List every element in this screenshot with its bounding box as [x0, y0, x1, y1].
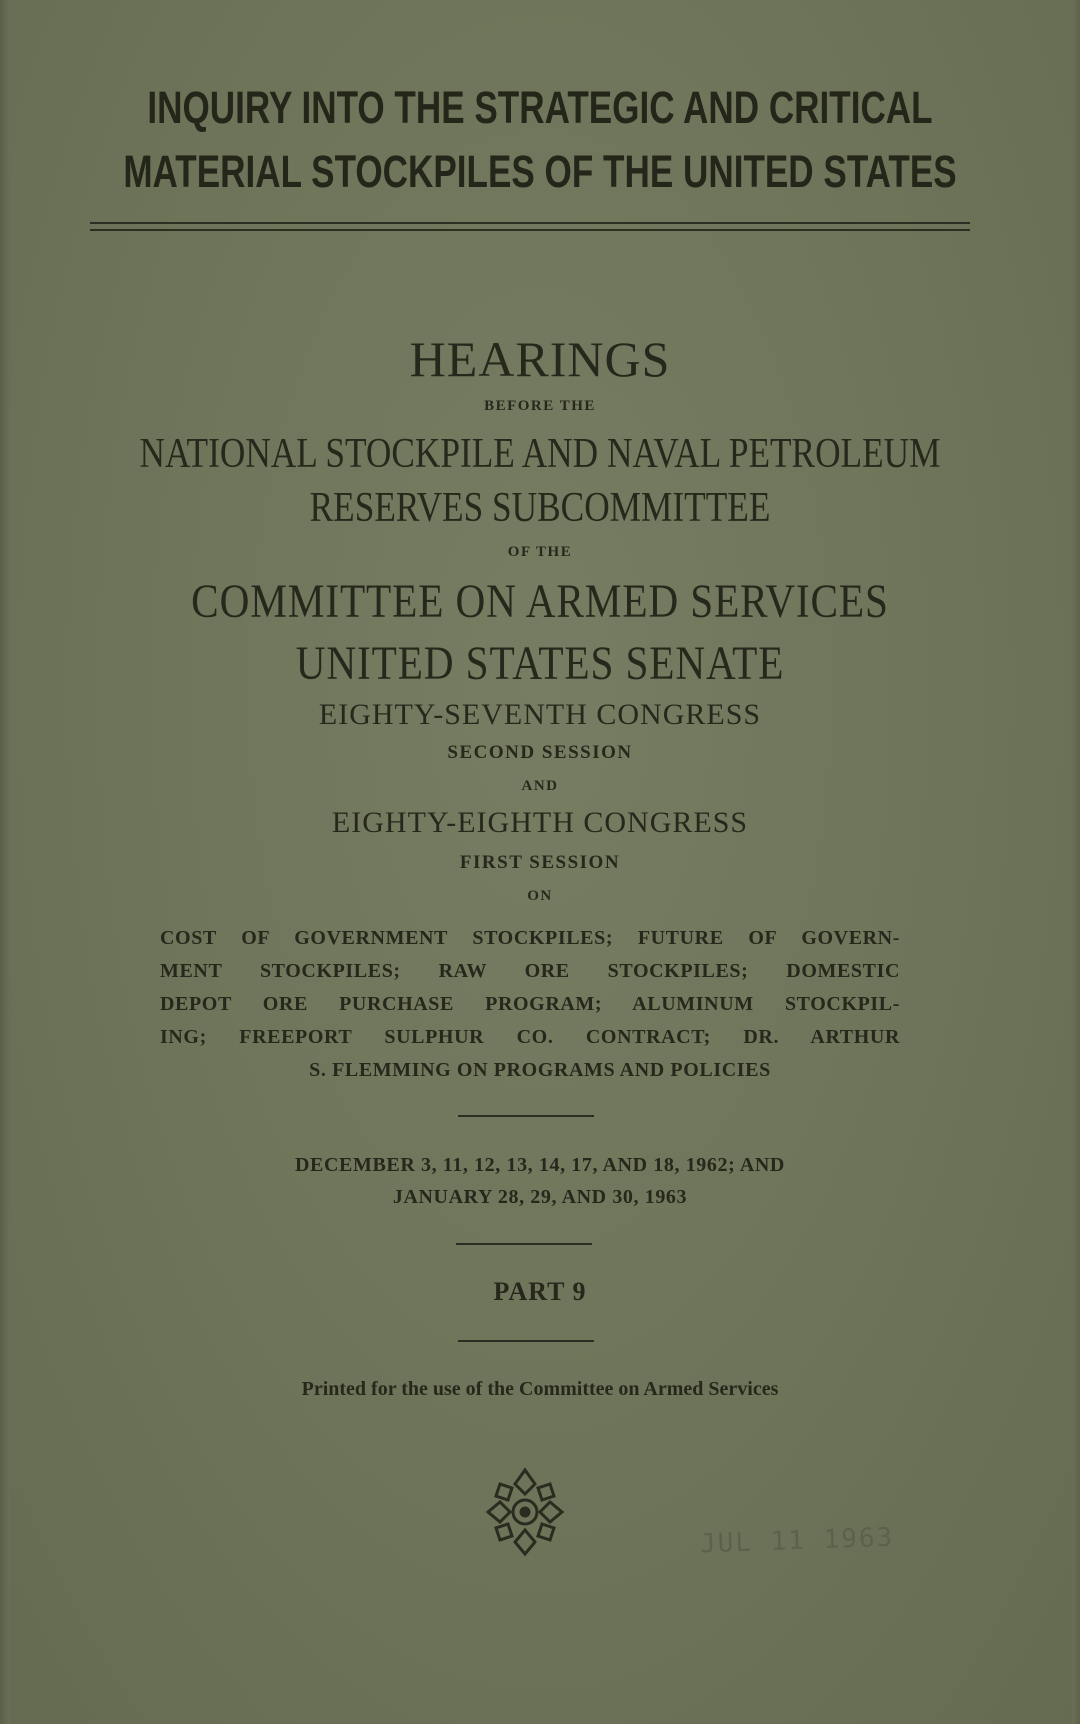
printed-for-note: Printed for the use of the Committee on Armed Services [301, 1378, 779, 1400]
subcommittee-line-1: NATIONAL STOCKPILE AND NAVAL PETROLEUM [139, 431, 941, 477]
part-number: PART 9 [493, 1277, 587, 1306]
gpo-seal-icon [480, 1464, 570, 1560]
session-first: FIRST SESSION [459, 852, 621, 873]
received-date-stamp: JUL 11 1963 [699, 1522, 895, 1560]
topics-line-3: DEPOT ORE PURCHASE PROGRAM; ALUMINUM STOCKPIL- [160, 993, 900, 1015]
rule-after-dates [456, 1243, 592, 1245]
session-second: SECOND SESSION [447, 742, 633, 763]
topics-line-5: S. FLEMMING ON PROGRAMS AND POLICIES [309, 1059, 771, 1081]
before-the: BEFORE THE [484, 398, 596, 414]
title-line-1: INQUIRY INTO THE STRATEGIC AND CRITICAL [147, 82, 933, 133]
rule-after-topics [458, 1115, 594, 1117]
topics-line-1: COST OF GOVERNMENT STOCKPILES; FUTURE OF GOVERN- [160, 927, 900, 949]
on-label: ON [527, 888, 553, 904]
rule-after-part [458, 1340, 594, 1342]
dates-line-1: DECEMBER 3, 11, 12, 13, 14, 17, AND 18, 1962; AND [295, 1154, 785, 1176]
title-line-2: MATERIAL STOCKPILES OF THE UNITED STATES [123, 146, 957, 197]
hearings-heading: HEARINGS [409, 331, 671, 387]
committee-line-1: COMMITTEE ON ARMED SERVICES [191, 575, 889, 628]
topics-line-4: ING; FREEPORT SULPHUR CO. CONTRACT; DR. ARTHUR [160, 1026, 900, 1048]
committee-line-2: UNITED STATES SENATE [295, 637, 785, 690]
dates-line-2: JANUARY 28, 29, AND 30, 1963 [392, 1186, 688, 1208]
title-rule-top [90, 222, 970, 224]
and-label: AND [521, 778, 559, 794]
congress-88: EIGHTY-EIGHTH CONGRESS [331, 806, 749, 839]
of-the: OF THE [507, 544, 573, 560]
title-rule-bottom [90, 229, 970, 231]
subcommittee-line-2: RESERVES SUBCOMMITTEE [309, 485, 771, 531]
topics-line-2: MENT STOCKPILES; RAW ORE STOCKPILES; DOMESTIC [160, 960, 900, 982]
congress-87: EIGHTY-SEVENTH CONGRESS [318, 698, 762, 731]
